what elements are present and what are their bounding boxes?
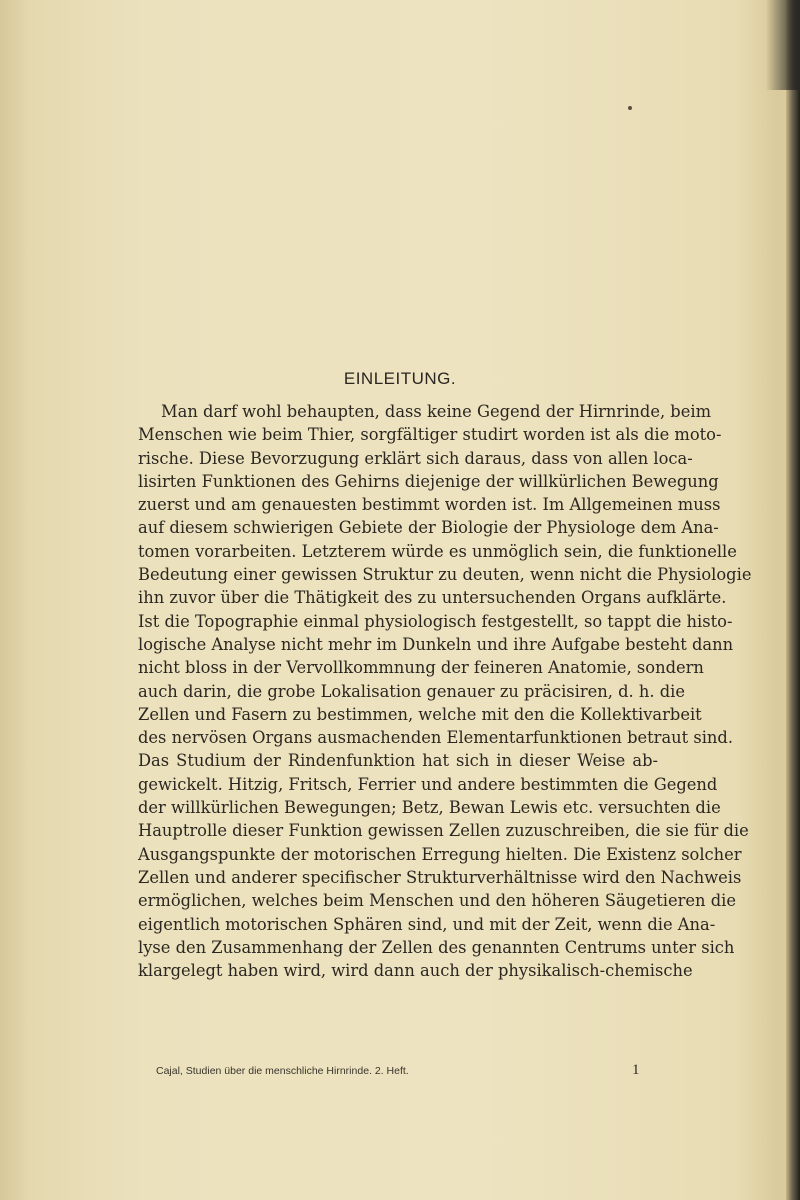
corner-shadow bbox=[766, 0, 800, 90]
text-line: rische. Diese Bevorzugung erklärt sich daraus, dass von allen loca- bbox=[138, 448, 693, 468]
text-line: Zellen und anderer specifischer Strukturverhältnisse wird den Nachweis bbox=[138, 867, 742, 887]
text-line: Hauptrolle dieser Funktion gewissen Zellen zuzuschreiben, die sie für die bbox=[138, 821, 749, 841]
text-line: auf diesem schwierigen Gebiete der Biologie der Physiologe dem Ana- bbox=[138, 518, 719, 538]
text-line: Ausgangspunkte der motorischen Erregung hielten. Die Existenz solcher bbox=[138, 844, 742, 864]
text-line: zuerst und am genauesten bestimmt worden ist. Im Allgemeinen muss bbox=[138, 495, 721, 515]
text-line: nicht bloss in der Vervollkommnung der feineren Anatomie, sondern bbox=[138, 658, 704, 678]
page-fold-shadow bbox=[0, 0, 30, 1200]
text-line: Das Studium der Rindenfunktion hat sich in dieser Weise ab- bbox=[138, 751, 658, 771]
text-line: lyse den Zusammenhang der Zellen des genannten Centrums unter sich bbox=[138, 937, 735, 957]
text-line: des nervösen Organs ausmachenden Elementarfunktionen betraut sind. bbox=[138, 728, 734, 748]
chapter-heading: EINLEITUNG. bbox=[343, 369, 457, 388]
text-line: klargelegt haben wird, wird dann auch der physikalisch-chemische bbox=[138, 961, 693, 981]
page-number: 1 bbox=[632, 1062, 640, 1078]
text-line: Man darf wohl behaupten, dass keine Gegend der Hirnrinde, beim bbox=[161, 402, 712, 421]
text-line: gewickelt. Hitzig, Fritsch, Ferrier und andere bestimmten die Gegend bbox=[138, 774, 718, 794]
text-line: eigentlich motorischen Sphären sind, und mit der Zeit, wenn die Ana- bbox=[138, 914, 716, 934]
text-line: der willkürlichen Bewegungen; Betz, Bewan Lewis etc. versuchten die bbox=[138, 798, 721, 818]
text-line: lisirten Funktionen des Gehirns diejenige der willkürlichen Bewegung bbox=[138, 471, 719, 491]
paper-spot bbox=[628, 106, 632, 110]
page-edge-shadow bbox=[786, 0, 800, 1200]
footer-signature: Cajal, Studien über die menschliche Hirnrinde. 2. Heft. bbox=[156, 1065, 409, 1077]
text-line: ihn zuvor über die Thätigkeit des zu untersuchenden Organs aufklärte. bbox=[138, 588, 727, 608]
text-line: tomen vorarbeiten. Letzterem würde es unmöglich sein, die funktionelle bbox=[138, 541, 737, 561]
text-line: Bedeutung einer gewissen Struktur zu deuten, wenn nicht die Physiologie bbox=[138, 565, 752, 585]
text-line: ermöglichen, welches beim Menschen und den höheren Säugetieren die bbox=[138, 891, 736, 911]
text-line: Menschen wie beim Thier, sorgfältiger studirt worden ist als die moto- bbox=[138, 425, 722, 445]
body-text bbox=[138, 400, 752, 982]
text-line: Zellen und Fasern zu bestimmen, welche mit den die Kollektivarbeit bbox=[138, 704, 702, 724]
text-line: auch darin, die grobe Lokalisation genauer zu präcisiren, d. h. die bbox=[138, 681, 685, 701]
text-line: Ist die Topographie einmal physiologisch festgestellt, so tappt die histo- bbox=[138, 611, 733, 631]
text-line: logische Analyse nicht mehr im Dunkeln und ihre Aufgabe besteht dann bbox=[138, 634, 734, 654]
